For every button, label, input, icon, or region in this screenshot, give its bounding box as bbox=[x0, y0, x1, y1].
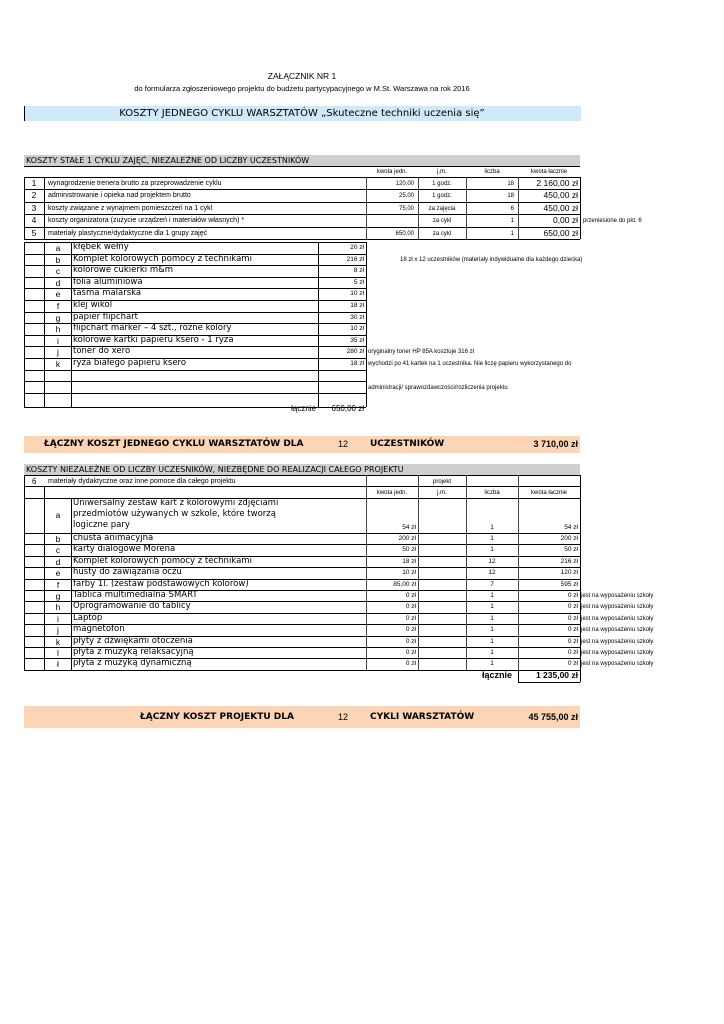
item-price: 0 zł bbox=[405, 614, 416, 622]
item-qty: 1 bbox=[490, 637, 494, 645]
material-price: 20 zł bbox=[350, 244, 364, 251]
material-name: ryza białego papieru ksero bbox=[73, 358, 187, 368]
material-letter: j bbox=[57, 347, 59, 358]
item-name: płyta z muzyką relaksacyjną bbox=[73, 647, 194, 657]
s2-item-a-line1: Uniwersalny zestaw kart z kolorowymi zdjęciami bbox=[73, 498, 279, 508]
item-price: 18 zł bbox=[402, 557, 416, 565]
row6-number: 6 bbox=[32, 477, 37, 486]
item-qty: 1 bbox=[490, 592, 494, 599]
col-unit-price: kwota jedn. bbox=[376, 169, 408, 175]
row-qty: 18 bbox=[507, 193, 514, 200]
s2-col-unit: j.m. bbox=[437, 490, 447, 496]
s2-item-a-qty: 1 bbox=[490, 524, 494, 531]
row-qty: 1 bbox=[510, 230, 514, 237]
total1-value: 3 710,00 zł bbox=[533, 439, 578, 449]
row-unit-price: 75,00 bbox=[398, 205, 414, 212]
s2-col-unit-price: kwota jedn. bbox=[376, 490, 408, 496]
item-total: 0 zł bbox=[567, 626, 578, 634]
material-name: folia aluminiowa bbox=[73, 276, 143, 287]
material-letter: b bbox=[55, 254, 61, 265]
item-price: 0 zł bbox=[405, 592, 416, 599]
item-price: 0 zł bbox=[405, 660, 416, 668]
row-name: administrowanie i opieka nad projektem brutto bbox=[48, 192, 191, 200]
row-unit: za zajęcia bbox=[428, 205, 456, 212]
s2-col-qty: liczba bbox=[484, 490, 500, 496]
total1-unit: UCZESTNIKÓW bbox=[370, 439, 445, 449]
row6-name: materiały dydaktyczne oraz inne pomoce dla całego projektu bbox=[48, 478, 236, 485]
row-unit: 1 godz. bbox=[432, 193, 452, 200]
banner-title: KOSZTY JEDNEGO CYKLU WARSZTATÓW „Skuteczne techniki uczenia się” bbox=[119, 108, 485, 119]
item-total: 595 zł bbox=[560, 580, 578, 588]
item-total: 120 zł bbox=[560, 569, 578, 577]
total2-count: 12 bbox=[338, 712, 349, 722]
item-total: 50 zł bbox=[564, 546, 578, 554]
item-name: Laptop bbox=[73, 612, 103, 623]
material-price: 18 zł bbox=[350, 360, 364, 367]
item-total: 0 zł bbox=[567, 637, 578, 645]
item-name: Oprogramowanie do tablicy bbox=[73, 601, 191, 612]
s2-item-a-line3: logiczne pary bbox=[73, 520, 130, 530]
material-price: 216 zł bbox=[346, 255, 364, 263]
material-name: kolorowe kartki papieru ksero - 1 ryza bbox=[73, 334, 234, 345]
item-note: jest na wyposażeniu szkoły bbox=[581, 593, 654, 599]
col-qty: liczba bbox=[484, 169, 500, 175]
item-letter: ł bbox=[57, 659, 59, 670]
row-unit-price: 25,00 bbox=[398, 193, 414, 200]
row-unit: 1 godz. bbox=[432, 181, 452, 187]
item-price: 85,00 zł bbox=[393, 580, 416, 588]
total1-label: ŁĄCZNY KOSZT JEDNEGO CYKLU WARSZTATÓW DLA bbox=[44, 439, 304, 449]
projekt-label: projekt bbox=[432, 479, 451, 485]
row-number: 3 bbox=[31, 202, 37, 213]
s2-item-a-price: 54 zł bbox=[402, 524, 416, 531]
item-note: jest na wyposażeniu szkoły bbox=[581, 627, 654, 634]
material-price: 10 zł bbox=[350, 325, 364, 333]
row-name: materiały plastyczne/dydaktyczne dla 1 grupy zajęć bbox=[48, 229, 208, 237]
item-name: płyta z muzyką dynamiczną bbox=[73, 658, 192, 669]
item-letter: c bbox=[55, 545, 61, 556]
item-letter: l bbox=[57, 648, 59, 658]
col-unit: j.m. bbox=[437, 169, 447, 175]
section1-heading: KOSZTY STAŁE 1 CYKLU ZAJĘĆ, NIEZALEŻNE OD LICZBY UCZESTNIKÓW bbox=[26, 156, 310, 165]
material-price: 5 zł bbox=[353, 278, 364, 286]
item-qty: 12 bbox=[488, 569, 496, 577]
item-total: 0 zł bbox=[567, 603, 578, 611]
material-price: 8 zł bbox=[353, 267, 364, 275]
material-name: papier flipchart bbox=[73, 311, 138, 322]
row-name: koszty organizatora (zużycie urządzeń i materiałów własnych) * bbox=[48, 217, 245, 225]
item-note: jest na wyposażeniu szkoły bbox=[581, 615, 654, 622]
item-name: husty do zawiązania oczu bbox=[73, 567, 182, 578]
total2-value: 45 755,00 zł bbox=[528, 712, 578, 722]
item-letter: e bbox=[55, 568, 61, 579]
item-name: chusta animacyjna bbox=[73, 533, 154, 543]
item-note: jest na wyposażeniu szkoły bbox=[581, 661, 654, 668]
item-letter: h bbox=[55, 602, 61, 613]
row-unit: za cykl bbox=[432, 230, 452, 237]
item-total: 0 zł bbox=[567, 649, 578, 656]
item-total: 216 zł bbox=[560, 557, 578, 565]
material-name: flipchart marker – 4 szt., różne kolory bbox=[73, 323, 232, 334]
material-letter: d bbox=[55, 277, 61, 288]
row-number: 1 bbox=[31, 178, 37, 188]
material-letter: k bbox=[55, 359, 61, 369]
material-letter: a bbox=[55, 243, 61, 253]
material-name: kłębek wełny bbox=[73, 242, 129, 252]
item-total: 200 zł bbox=[560, 535, 578, 542]
document-subtitle: do formularza zgłoszeniowego projektu do budżetu partycypacyjnego w M.St. Warszawa na rok 2016 bbox=[134, 84, 470, 93]
material-letter: h bbox=[55, 324, 61, 335]
row-qty: 6 bbox=[510, 205, 514, 212]
item-total: 0 zł bbox=[567, 614, 578, 622]
material-name: taśma malarska bbox=[73, 288, 142, 299]
item-note: jest na wyposażeniu szkoły bbox=[581, 638, 654, 645]
item-price: 200 zł bbox=[398, 535, 416, 542]
section2-sum-value: 1 235,00 zł bbox=[535, 670, 578, 680]
item-name: farby 1l. (zestaw podstawowych kolorów) bbox=[73, 578, 249, 589]
row-number: 4 bbox=[31, 215, 37, 226]
material-letter: e bbox=[55, 289, 61, 300]
row-qty: 18 bbox=[507, 181, 514, 187]
material-name: klej wikol bbox=[73, 300, 113, 310]
item-letter: j bbox=[57, 625, 59, 636]
item-price: 0 zł bbox=[405, 603, 416, 611]
material-note: oryginalny toner HP 85A kosztuje 316 zł bbox=[368, 349, 474, 356]
item-note: jest na wyposażeniu szkoły bbox=[581, 604, 654, 611]
material-letter: c bbox=[55, 266, 61, 277]
item-price: 0 zł bbox=[405, 626, 416, 634]
material-price: 30 zł bbox=[350, 313, 364, 321]
s2-item-a-line2: przedmiotów używanych w szkole, które tworzą bbox=[73, 509, 276, 519]
item-note: jest na wyposażeniu szkoły bbox=[581, 650, 654, 656]
s2-item-a-letter: a bbox=[55, 511, 61, 520]
s2-item-a-total: 54 zł bbox=[564, 524, 578, 531]
total2-unit: CYKLI WARSZTATÓW bbox=[370, 712, 475, 722]
total2-label: ŁĄCZNY KOSZT PROJEKTU DLA bbox=[140, 712, 294, 722]
material-letter: f bbox=[56, 301, 60, 311]
material-name: toner do xero bbox=[73, 346, 131, 357]
item-letter: g bbox=[55, 591, 61, 601]
total1-count: 12 bbox=[338, 439, 349, 449]
material-letter: g bbox=[55, 312, 61, 323]
material-note: wychodzi po 41 kartek na 1 uczestnika. Nie liczę papieru wykorzystanego do bbox=[368, 361, 572, 367]
item-price: 0 zł bbox=[405, 649, 416, 656]
row-name: koszty związane z wynajmem pomieszczeń na 1 cykl bbox=[48, 204, 213, 212]
row-total: 450,00 zł bbox=[543, 190, 578, 201]
item-letter: b bbox=[55, 534, 61, 544]
material-price: 280 zł bbox=[346, 348, 364, 356]
material-note: 18 zł x 12 uczestników (materiały indywidualne dla każdego dziecka) bbox=[400, 256, 583, 263]
item-qty: 1 bbox=[490, 603, 494, 611]
item-total: 0 zł bbox=[567, 592, 578, 599]
material-name: Komplet kolorowych pomocy z technikami bbox=[73, 253, 252, 264]
item-name: karty dialogowe Morena bbox=[73, 544, 176, 555]
row-qty: 1 bbox=[510, 218, 514, 225]
item-qty: 1 bbox=[490, 660, 494, 668]
item-letter: d bbox=[55, 556, 61, 567]
row-number: 5 bbox=[31, 227, 37, 238]
item-qty: 1 bbox=[490, 649, 494, 656]
document-title: ZAŁĄCZNIK NR 1 bbox=[267, 71, 337, 81]
item-name: płyty z dźwiękami otoczenia bbox=[73, 635, 193, 646]
item-name: Komplet kolorowych pomocy z technikami bbox=[73, 555, 252, 566]
item-qty: 7 bbox=[490, 580, 494, 588]
section2-sum-label: łącznie bbox=[481, 670, 512, 680]
item-qty: 1 bbox=[490, 626, 494, 634]
row-unit-price: 120,00 bbox=[395, 181, 414, 187]
material-name: kolorowe cukierki m&m bbox=[73, 265, 174, 276]
item-name: Tablica multimedialna SMART bbox=[73, 590, 198, 600]
material-letter: i bbox=[57, 335, 59, 346]
k-note-continuation: administracji/ sprawozdawczości/rozliczenia projektu bbox=[368, 385, 508, 391]
material-price: 10 zł bbox=[350, 290, 364, 298]
row-unit: za cykl bbox=[432, 218, 452, 225]
item-name: magnetofon bbox=[73, 624, 125, 635]
item-qty: 12 bbox=[488, 557, 496, 565]
section2-heading: KOSZTY NIEZALEŻNE OD LICZBY UCZESNIKÓW, NIEZBĘDNE DO REALIZACJI CAŁEGO PROJEKTU bbox=[26, 465, 404, 474]
section1-sum-value: 650,00 zł bbox=[331, 404, 364, 413]
material-price: 18 zł bbox=[350, 302, 364, 309]
item-price: 0 zł bbox=[405, 637, 416, 645]
col-total: kwota łacznie bbox=[530, 169, 568, 175]
material-price: 35 zł bbox=[350, 336, 364, 344]
row-number: 2 bbox=[31, 190, 37, 201]
row-total: 2 160,00 zł bbox=[536, 178, 578, 188]
item-qty: 1 bbox=[490, 535, 494, 542]
item-letter: f bbox=[56, 579, 60, 590]
item-price: 10 zł bbox=[402, 569, 416, 577]
item-price: 50 zł bbox=[402, 546, 416, 554]
row-unit-price: 650,00 bbox=[395, 230, 414, 237]
s2-col-total: kwota łacznie bbox=[530, 490, 568, 496]
row-total: 450,00 zł bbox=[543, 202, 578, 213]
row-name: wynagrodzenie trenera brutto za przeprowadzenie cyklu bbox=[48, 180, 222, 187]
row-total: 0,00 zł bbox=[552, 215, 578, 226]
section1-sum-label: łącznie bbox=[291, 404, 316, 413]
item-letter: i bbox=[57, 613, 59, 624]
item-letter: k bbox=[55, 636, 61, 647]
item-qty: 1 bbox=[490, 614, 494, 622]
row-note: przeniesione do pkt. 6 bbox=[583, 218, 642, 225]
row-total: 650,00 zł bbox=[543, 227, 578, 238]
item-qty: 1 bbox=[490, 546, 494, 554]
item-total: 0 zł bbox=[567, 660, 578, 668]
